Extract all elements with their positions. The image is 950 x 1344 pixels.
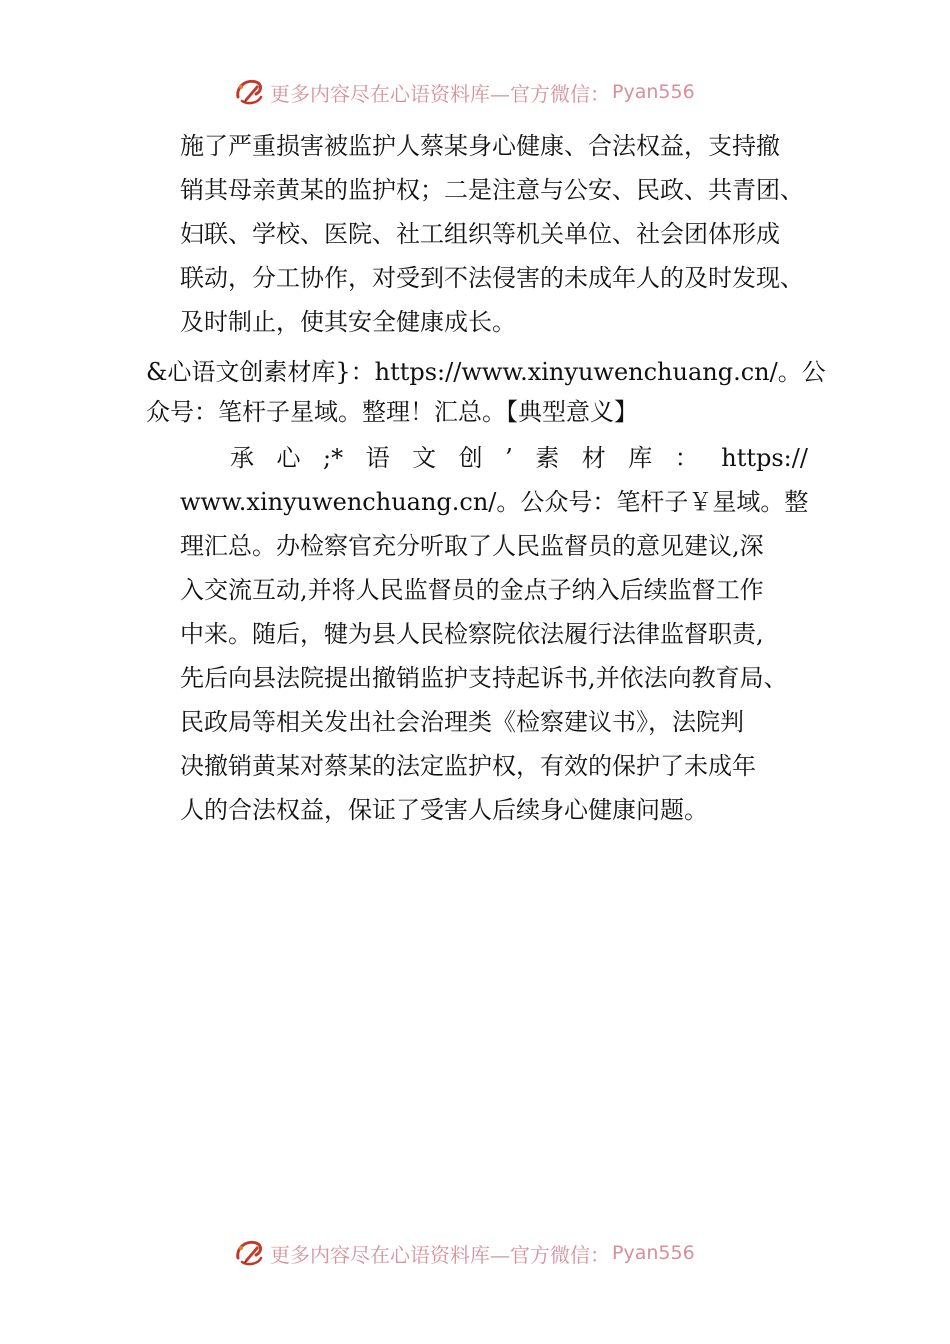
- text-line: 入交流互动,并将人民监督员的金点子纳入后续监督工作: [180, 576, 764, 604]
- banner-wechat-id: Pyan556: [612, 81, 695, 103]
- spread-char: 心: [276, 444, 301, 472]
- text-line: &心语文创素材库}：https://www.xinyuwenchuang.cn/。公: [146, 358, 826, 386]
- spread-char: 创: [458, 444, 483, 472]
- text-line: 理汇总。办检察官充分听取了人民监督员的意见建议,深: [180, 532, 764, 560]
- text-line: www.xinyuwenchuang.cn/。公众号：笔杆子￥星域。整: [180, 488, 809, 516]
- spread-char: 承: [230, 444, 254, 472]
- text-line: 众号：笔杆子星域。整理！汇总。【典型意义】: [146, 398, 638, 426]
- spread-char: ：: [674, 444, 699, 472]
- text-line: 人的合法权益，保证了受害人后续身心健康问题。: [180, 796, 708, 824]
- spread-char: 库: [628, 444, 653, 472]
- text-line: 决撤销黄某对蔡某的法定监护权，有效的保护了未成年: [180, 752, 756, 780]
- spread-char: 文: [412, 444, 437, 472]
- red-pen-swirl-logo-icon: [232, 1236, 266, 1270]
- text-line: 施了严重损害被监护人蔡某身心健康、合法权益，支持撤: [180, 132, 780, 160]
- body-paragraph-1: [180, 124, 804, 344]
- spread-char: ;*: [323, 444, 344, 472]
- text-line: 联动，分工协作，对受到不法侵害的未成年人的及时发现、: [180, 264, 804, 292]
- body-paragraph-3: [180, 436, 808, 832]
- banner-wechat-id: Pyan556: [612, 1242, 695, 1264]
- spread-char: ’: [505, 444, 513, 472]
- spread-text-line: [180, 436, 808, 480]
- text-line: 销其母亲黄某的监护权；二是注意与公安、民政、共青团、: [180, 176, 804, 204]
- spread-char: https://: [721, 444, 808, 472]
- banner-site-text: 更多内容尽在心语资料库—官方微信：: [270, 1242, 610, 1267]
- text-line: 及时制止，使其安全健康成长。: [180, 308, 516, 336]
- header-banner: [232, 72, 732, 112]
- text-line: 民政局等相关发出社会治理类《检察建议书》，法院判: [180, 708, 744, 736]
- footer-banner: [232, 1233, 732, 1273]
- text-line: 妇联、学校、医院、社工组织等机关单位、社会团体形成: [180, 220, 780, 248]
- body-paragraph-2: [146, 352, 826, 432]
- spread-char: 素: [535, 444, 560, 472]
- spread-char: 材: [581, 444, 606, 472]
- banner-site-text: 更多内容尽在心语资料库—官方微信：: [270, 81, 610, 106]
- text-line: 先后向县法院提出撤销监护支持起诉书,并依法向教育局、: [180, 664, 788, 692]
- spread-char: 语: [365, 444, 390, 472]
- text-line: 中来。随后，犍为县人民检察院依法履行法律监督职责,: [180, 620, 764, 648]
- red-pen-swirl-logo-icon: [232, 75, 266, 109]
